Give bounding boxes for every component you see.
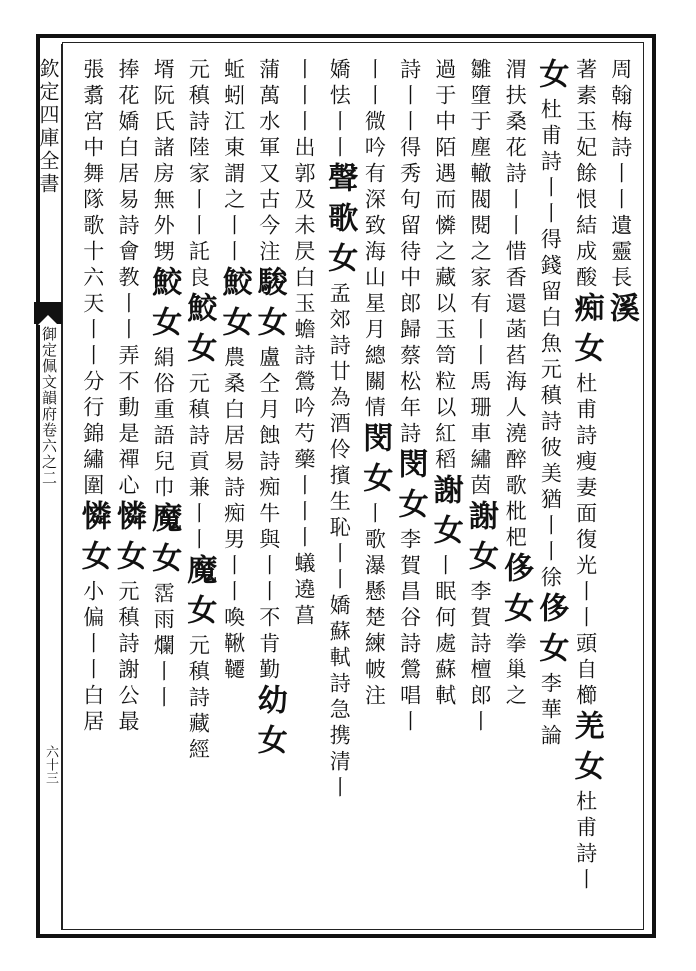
- column-text: 渭扶桑花詩丨丨惜香還菡萏海人澆醉歌枇杷: [503, 58, 528, 552]
- column-text: 孟郊詩廿為酒伶擯生恥丨丨嬌蘇軾詩急携清丨: [327, 282, 352, 802]
- column-text: 蚯蚓江東謂之丨丨: [221, 58, 246, 266]
- page-number: 六十三: [43, 745, 58, 784]
- column-text: 李賀詩檀郎丨: [468, 580, 492, 736]
- column-text: 盧仝月蝕詩痴牛與丨丨不肯勤: [256, 346, 281, 684]
- column-text: 小偏丨丨白居: [80, 580, 105, 736]
- headword: 幼女: [251, 684, 287, 764]
- headword: 聲: [322, 162, 358, 202]
- text-column: [354, 58, 394, 918]
- headword: 憐女: [75, 500, 111, 580]
- column-text: 嬌怯丨丨: [327, 58, 352, 162]
- column-text: 絹俗重語兒巾: [151, 346, 176, 502]
- column-text: 詩丨丨得秀句留待中郎歸蔡松年詩: [397, 58, 422, 448]
- headword: 女: [533, 58, 569, 98]
- headword: 侈女: [498, 552, 534, 632]
- column-text: 元稹詩陸家丨丨託良: [186, 58, 211, 292]
- headword: 閔女: [357, 422, 393, 502]
- column-text: 元稹詩藏經: [186, 634, 211, 764]
- headword: 閔女: [392, 448, 428, 528]
- column-text: 張翥宮中舞隊歌十六天丨丨分行錦繡圍: [80, 58, 105, 500]
- column-text: 杜甫詩丨: [573, 790, 598, 894]
- headword: 謝女: [427, 474, 463, 554]
- column-text: 過于中陌遇而憐之藏以玉笥粒以紅稻: [432, 58, 457, 474]
- text-column: [284, 58, 324, 918]
- column-text: 著素玉妃餘恨結成酸: [573, 58, 598, 292]
- headword: 駿女: [251, 266, 287, 346]
- column-text: 農桑白居易詩痴男丨丨喚鞦韆: [221, 346, 246, 684]
- headword: 歌女: [322, 202, 358, 282]
- column-text: 李賀昌谷詩鶯唱丨: [397, 528, 422, 736]
- headword: 魔女: [181, 554, 217, 634]
- column-text: 雛墮于塵轍閥閱之家有丨丨馬珊車繡茵: [468, 58, 492, 500]
- column-text: 霑雨爛丨丨: [151, 582, 176, 712]
- column-text: 捧花嬌白居易詩會教丨丨弄不動是禪心: [116, 58, 140, 500]
- headword: 魔女: [146, 502, 182, 582]
- margin-subtitle: 御定佩文韻府卷六之二: [40, 326, 58, 486]
- column-text: 杜甫詩瘦妻面復光丨丨頭自櫛: [573, 372, 598, 710]
- headword: 溪: [603, 292, 639, 332]
- text-column: [143, 58, 183, 918]
- text-column: [249, 58, 289, 918]
- column-text: 李華論: [538, 672, 563, 750]
- headword: 憐女: [111, 500, 146, 580]
- headword: 痴女: [568, 292, 604, 372]
- column-text: 丨歌瀑懸楚練帔注: [362, 502, 387, 710]
- text-column: [425, 58, 465, 918]
- column-text: 丨眠何處蘇軾: [432, 554, 457, 710]
- headword: 謝女: [463, 500, 498, 580]
- text-column: [601, 58, 641, 918]
- headword: 鮫女: [181, 292, 217, 372]
- headword: 侈女: [533, 592, 569, 672]
- column-text: 拳巢之: [503, 632, 528, 710]
- margin-title: 欽定四庫全書: [36, 58, 60, 196]
- text-column: [460, 58, 500, 918]
- column-text: 壻阮氏諸房無外甥: [151, 58, 176, 266]
- text-column: [73, 58, 113, 918]
- column-text: 元稹詩貢兼丨丨: [186, 372, 211, 554]
- column-text: 元稹詩謝公最: [116, 580, 140, 736]
- column-text: 杜甫詩丨丨得錢留白魚元稹詩彼美猶丨丨徐: [538, 98, 563, 592]
- text-column: [530, 58, 570, 918]
- text-column: [214, 58, 254, 918]
- text-column: [178, 58, 218, 918]
- headword: 羌女: [568, 710, 604, 790]
- text-column: [108, 58, 148, 918]
- column-text: 周翰梅詩丨丨遺靈長: [608, 58, 633, 292]
- column-text: 蒲萬水軍又古今注: [256, 58, 281, 266]
- text-column: [495, 58, 535, 918]
- text-column: [566, 58, 606, 918]
- fishtail-mark: [34, 302, 62, 324]
- headword: 鮫女: [216, 266, 252, 346]
- headword: 鮫女: [146, 266, 182, 346]
- column-text: 丨丨微吟有深致海山星月總關情: [362, 58, 387, 422]
- column-text: 丨丨丨出郭及未昃白玉蟾詩鶯吟芍藥丨丨丨蟻遶菖: [292, 58, 316, 630]
- text-column: [390, 58, 430, 918]
- text-column: [319, 58, 359, 918]
